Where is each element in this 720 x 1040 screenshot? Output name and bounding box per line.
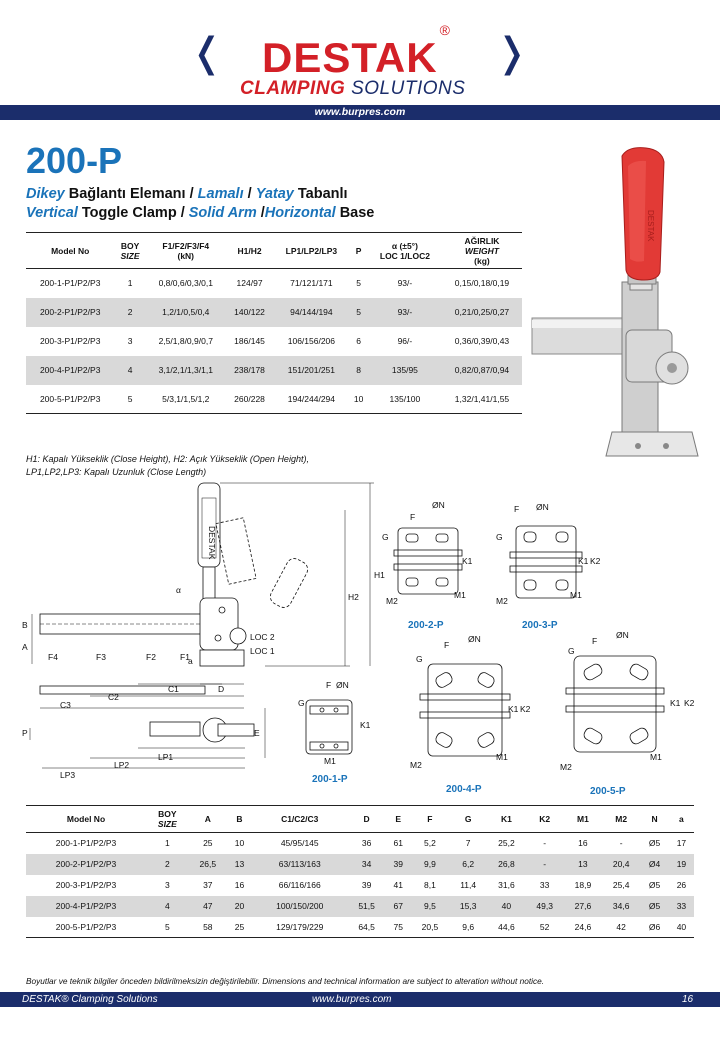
table-cell: 2,5/1,8/0,9/0,7 bbox=[158, 336, 213, 346]
logo bbox=[0, 18, 720, 98]
subtitle-text: / bbox=[243, 186, 256, 202]
table-cell: 51,5 bbox=[347, 896, 385, 917]
column-header-line: M2 bbox=[615, 814, 628, 824]
column-header-line: G bbox=[464, 814, 472, 824]
table-cell: 66/116/166 bbox=[278, 880, 321, 890]
subtitle-text: Tabanlı bbox=[293, 186, 348, 202]
label-lp1: LP1 bbox=[158, 752, 174, 762]
column-header-line: N bbox=[651, 814, 658, 824]
table-cell: 5/3,1/1,5/1,2 bbox=[146, 385, 226, 414]
column-header-line: D bbox=[363, 814, 370, 824]
table-cell: 47 bbox=[189, 896, 227, 917]
table-cell: 27,6 bbox=[564, 896, 602, 917]
dimension-notes bbox=[26, 453, 309, 478]
table-body bbox=[26, 269, 522, 414]
table-cell: 94/144/194 bbox=[273, 298, 349, 327]
base3-label-k1: K1 bbox=[578, 556, 589, 566]
table-cell: 4 bbox=[146, 896, 189, 917]
table-row bbox=[26, 298, 522, 327]
column-header bbox=[252, 806, 347, 833]
base-view-200-3 bbox=[496, 502, 601, 631]
table-row bbox=[26, 875, 694, 896]
table-cell: 96/- bbox=[397, 336, 413, 346]
table-cell: 26 bbox=[676, 880, 687, 890]
base-caption: 200-3-P bbox=[522, 620, 558, 631]
base-caption: 200-5-P bbox=[590, 786, 626, 797]
subtitle-accent-word: Yatay bbox=[255, 186, 294, 202]
table-cell: 37 bbox=[203, 880, 213, 890]
table-cell: 33 bbox=[669, 896, 694, 917]
table-cell: 151/201/251 bbox=[273, 356, 349, 385]
label-p: P bbox=[22, 728, 28, 738]
table-cell: 2 bbox=[146, 854, 189, 875]
table-cell: 4 bbox=[114, 356, 145, 385]
table-cell: 17 bbox=[676, 838, 687, 849]
base4-label-g: G bbox=[416, 654, 423, 664]
table-cell: 135/100 bbox=[368, 385, 442, 414]
table-cell: 0,36/0,39/0,43 bbox=[454, 336, 510, 346]
column-header bbox=[114, 233, 145, 269]
table-cell: 36 bbox=[361, 838, 372, 849]
table-cell: Ø4 bbox=[640, 854, 669, 875]
column-header bbox=[227, 806, 252, 833]
table-cell: 15,3 bbox=[449, 896, 487, 917]
base1-label-m1: M1 bbox=[324, 756, 336, 766]
table-cell: 20,4 bbox=[602, 854, 640, 875]
column-header-line: M1 bbox=[577, 814, 589, 824]
column-header bbox=[349, 233, 367, 269]
table-cell: 3,1/2,1/1,3/1,1 bbox=[146, 356, 226, 385]
table-header-row bbox=[26, 806, 694, 833]
base2-label-n: ØN bbox=[432, 500, 445, 510]
spec-table-forces bbox=[26, 232, 522, 414]
column-header bbox=[386, 806, 411, 833]
logo-bracket-left: ❬ bbox=[190, 30, 224, 76]
table-cell: 1 bbox=[127, 278, 133, 289]
table-cell: 45/95/145 bbox=[280, 838, 319, 849]
table-cell: 40 bbox=[487, 896, 525, 917]
base4-label-m2: M2 bbox=[410, 760, 422, 770]
brand-text: DESTAK bbox=[262, 34, 438, 81]
brand-name bbox=[262, 22, 451, 82]
base3-label-n: ØN bbox=[536, 502, 549, 512]
table-cell: 135/95 bbox=[368, 356, 442, 385]
column-header-line: F bbox=[427, 814, 433, 824]
table-cell: 5 bbox=[349, 298, 367, 327]
column-header bbox=[411, 806, 449, 833]
table-cell: 5 bbox=[146, 917, 189, 938]
base2-label-k1: K1 bbox=[462, 556, 473, 566]
table-cell: 71/121/171 bbox=[290, 278, 333, 289]
label-lp3: LP3 bbox=[60, 770, 76, 780]
column-header bbox=[26, 806, 146, 833]
table-cell: 64,5 bbox=[347, 917, 385, 938]
base5-label-k2: K2 bbox=[684, 698, 695, 708]
label-f2: F2 bbox=[146, 652, 156, 662]
label-lp2: LP2 bbox=[114, 760, 130, 770]
label-c3: C3 bbox=[60, 700, 71, 710]
model-number-cell: 200-5-P1/P2/P3 bbox=[26, 385, 114, 414]
column-header bbox=[273, 233, 349, 269]
column-header-line: BOY bbox=[158, 809, 177, 819]
subtitle-text: / bbox=[256, 205, 265, 221]
base3-label-m1: M1 bbox=[570, 590, 582, 600]
base5-label-k1: K1 bbox=[670, 698, 681, 708]
model-number-cell: 200-3-P1/P2/P3 bbox=[55, 880, 117, 890]
base2-label-m1: M1 bbox=[454, 590, 466, 600]
base-caption: 200-4-P bbox=[446, 784, 482, 795]
base4-label-n: ØN bbox=[468, 634, 481, 644]
label-d: D bbox=[218, 684, 225, 694]
table-cell: 26,5 bbox=[189, 854, 227, 875]
model-number-cell: 200-3-P1/P2/P3 bbox=[39, 336, 101, 346]
base5-label-m2: M2 bbox=[560, 762, 572, 772]
table-cell: 8 bbox=[349, 356, 367, 385]
label-h1: H1 bbox=[374, 570, 385, 580]
table-body bbox=[26, 833, 694, 938]
column-header-line: a bbox=[679, 814, 684, 824]
column-header-line: A bbox=[204, 814, 211, 824]
base-view-200-1 bbox=[298, 680, 371, 785]
model-number-cell: 200-4-P1/P2/P3 bbox=[26, 896, 146, 917]
table-cell: 6 bbox=[356, 336, 361, 346]
column-header-line: H1/H2 bbox=[237, 245, 262, 256]
spec-table-dimensions bbox=[26, 805, 694, 938]
table-cell: 9,5 bbox=[411, 896, 449, 917]
column-header-line: LP1/LP2/LP3 bbox=[285, 245, 338, 256]
table-cell: 11,4 bbox=[460, 880, 477, 890]
table-row bbox=[26, 356, 522, 385]
table-cell: 129/179/229 bbox=[252, 917, 347, 938]
table-cell: 41 bbox=[393, 880, 403, 890]
table-cell: 58 bbox=[189, 917, 227, 938]
column-header-line: BOY bbox=[120, 240, 140, 251]
column-header bbox=[146, 233, 226, 269]
label-a-dim: A bbox=[22, 642, 28, 652]
base5-label-g: G bbox=[568, 646, 575, 656]
column-header-line: α (±5°) bbox=[391, 240, 418, 251]
base4-label-k1: K1 bbox=[508, 704, 519, 714]
column-header bbox=[487, 806, 525, 833]
page-number: 16 bbox=[682, 994, 694, 1005]
column-header-line: E bbox=[395, 814, 402, 824]
column-header bbox=[602, 806, 640, 833]
label-b: B bbox=[22, 620, 28, 630]
table-cell: 100/150/200 bbox=[252, 896, 347, 917]
base3-label-g: G bbox=[496, 532, 503, 542]
column-header-line: SIZE bbox=[120, 250, 140, 261]
table-cell: 34,6 bbox=[602, 896, 640, 917]
table-cell: 1 bbox=[165, 838, 170, 849]
column-header-line: F1/F2/F3/F4 bbox=[162, 240, 210, 251]
base-view-200-2 bbox=[382, 500, 473, 631]
table-cell: 6,2 bbox=[449, 854, 487, 875]
table-cell: 10 bbox=[349, 385, 367, 414]
table-cell: 16 bbox=[578, 838, 588, 849]
table-cell: 0,15/0,18/0,19 bbox=[454, 278, 510, 289]
label-c2: C2 bbox=[108, 692, 119, 702]
model-number-cell: 200-4-P1/P2/P3 bbox=[26, 356, 114, 385]
table-cell: 34 bbox=[347, 854, 385, 875]
table-cell: 13 bbox=[227, 854, 252, 875]
label-alpha: α bbox=[176, 585, 181, 595]
subtitle-text: Bağlantı Elemanı / bbox=[64, 186, 198, 202]
drawing-handle-text: DESTAK bbox=[207, 526, 217, 560]
column-header bbox=[526, 806, 564, 833]
label-f4: F4 bbox=[48, 652, 58, 662]
column-header bbox=[640, 806, 669, 833]
table-cell: 260/228 bbox=[226, 385, 274, 414]
table-cell: 39 bbox=[361, 880, 372, 890]
column-header-line: K2 bbox=[539, 814, 551, 824]
base3-label-f: F bbox=[514, 504, 520, 514]
table-cell: 238/178 bbox=[226, 356, 274, 385]
base-view-200-4 bbox=[410, 634, 531, 795]
footer-url[interactable]: www.burpres.com bbox=[312, 994, 392, 1005]
column-header-line: WEIGHT bbox=[464, 245, 499, 256]
column-header bbox=[669, 806, 694, 833]
table-cell: 33 bbox=[539, 880, 550, 890]
column-header-line: AĞIRLIK bbox=[464, 235, 500, 246]
table-row bbox=[26, 854, 694, 875]
column-header-line: (kg) bbox=[474, 255, 490, 266]
model-number-cell: 200-2-P1/P2/P3 bbox=[26, 854, 146, 875]
table-header-row bbox=[26, 233, 522, 269]
column-header bbox=[347, 806, 385, 833]
table-cell: 25 bbox=[227, 917, 252, 938]
column-header-line: LOC 1/LOC2 bbox=[379, 250, 430, 261]
table-cell: - bbox=[619, 838, 623, 849]
label-f1: F1 bbox=[180, 652, 190, 662]
tagline-clamping: CLAMPING bbox=[240, 78, 346, 99]
subtitle-accent-word: Horizontal bbox=[264, 205, 336, 221]
top-url-bar bbox=[0, 105, 720, 120]
note-line: H1: Kapalı Yükseklik (Close Height), H2: Açık Yükseklik (Open Height), bbox=[26, 454, 309, 464]
subtitle-text: Toggle Clamp / bbox=[77, 205, 189, 221]
base3-label-m2: M2 bbox=[496, 596, 508, 606]
table-cell: 16 bbox=[234, 880, 245, 890]
table-cell: 10 bbox=[234, 838, 245, 849]
base4-label-f: F bbox=[444, 640, 450, 650]
column-header-line: B bbox=[236, 814, 243, 824]
base5-label-f: F bbox=[592, 636, 598, 646]
table-cell: 7 bbox=[465, 838, 471, 849]
column-header-line: K1 bbox=[500, 814, 512, 824]
subtitle-english bbox=[26, 205, 374, 221]
table-cell: - bbox=[526, 854, 564, 875]
table-cell: 25,4 bbox=[612, 880, 630, 890]
base-caption: 200-1-P bbox=[312, 774, 348, 785]
model-number-cell: 200-1-P1/P2/P3 bbox=[55, 838, 117, 849]
table-cell: 106/156/206 bbox=[287, 336, 336, 346]
table-cell: 186/145 bbox=[234, 336, 265, 346]
table-row bbox=[26, 385, 522, 414]
logo-bracket-right: ❭ bbox=[495, 30, 529, 76]
label-f3: F3 bbox=[96, 652, 106, 662]
label-loc2: LOC 2 bbox=[250, 632, 275, 642]
table-cell: 140/122 bbox=[226, 298, 274, 327]
table-cell: 2 bbox=[114, 298, 145, 327]
column-header-line: P bbox=[355, 245, 362, 256]
table-cell: 20,5 bbox=[411, 917, 449, 938]
table-cell: 5 bbox=[114, 385, 145, 414]
table-cell: 0,21/0,25/0,27 bbox=[442, 298, 522, 327]
column-header bbox=[368, 233, 442, 269]
table-row bbox=[26, 896, 694, 917]
table-cell: 39 bbox=[386, 854, 411, 875]
table-cell: 40 bbox=[669, 917, 694, 938]
column-header bbox=[26, 233, 114, 269]
label-loc1: LOC 1 bbox=[250, 646, 275, 656]
column-header-line: Model No bbox=[51, 245, 90, 256]
base-caption: 200-2-P bbox=[408, 620, 444, 631]
label-h2: H2 bbox=[348, 592, 359, 602]
table-cell: 124/97 bbox=[236, 278, 263, 289]
base1-label-n: ØN bbox=[336, 680, 349, 690]
note-line: LP1,LP2,LP3: Kapalı Uzunluk (Close Length) bbox=[26, 466, 207, 477]
table-cell: 5 bbox=[356, 278, 361, 289]
table-cell: 0,8/0,6/0,3/0,1 bbox=[158, 278, 213, 289]
model-number-cell: 200-1-P1/P2/P3 bbox=[39, 278, 101, 289]
model-number-cell: 200-5-P1/P2/P3 bbox=[26, 917, 146, 938]
column-header-line: Model No bbox=[66, 814, 106, 824]
technical-drawing bbox=[10, 478, 710, 800]
base1-label-g: G bbox=[298, 698, 305, 708]
base1-label-k1: K1 bbox=[360, 720, 371, 730]
table-cell: 44,6 bbox=[487, 917, 525, 938]
base2-label-f: F bbox=[410, 512, 416, 522]
table-cell: 26,8 bbox=[487, 854, 525, 875]
table-cell: 0,82/0,87/0,94 bbox=[442, 356, 522, 385]
table-cell: 93/- bbox=[397, 278, 413, 289]
column-header bbox=[442, 233, 522, 269]
table-cell: 194/244/294 bbox=[273, 385, 349, 414]
subtitle-accent-word: Dikey bbox=[26, 186, 65, 202]
table-cell: Ø5 bbox=[640, 896, 669, 917]
table-cell: 20 bbox=[227, 896, 252, 917]
table-row bbox=[26, 917, 694, 938]
table-cell: 19 bbox=[669, 854, 694, 875]
base4-label-k2: K2 bbox=[520, 704, 531, 714]
table-cell: 93/- bbox=[368, 298, 442, 327]
column-header-line: C1/C2/C3 bbox=[281, 814, 319, 824]
column-header bbox=[564, 806, 602, 833]
column-header bbox=[449, 806, 487, 833]
tagline bbox=[240, 78, 465, 100]
subtitle-turkish bbox=[26, 186, 348, 202]
handle-logo-text: DESTAK bbox=[646, 210, 655, 242]
table-cell: Ø6 bbox=[640, 917, 669, 938]
table-cell: 25 bbox=[203, 838, 213, 849]
subtitle-text: Base bbox=[335, 205, 375, 221]
table-cell: 9,9 bbox=[411, 854, 449, 875]
column-header bbox=[226, 233, 274, 269]
table-cell: 25,2 bbox=[498, 838, 515, 849]
base2-label-g: G bbox=[382, 532, 389, 542]
table-cell: Ø5 bbox=[648, 838, 661, 849]
table-row bbox=[26, 327, 522, 356]
table-cell: 13 bbox=[564, 854, 602, 875]
table-cell: - bbox=[543, 838, 547, 849]
subtitle-accent-word: Solid Arm bbox=[188, 205, 257, 221]
table-cell: 1,2/1/0,5/0,4 bbox=[146, 298, 226, 327]
footer bbox=[0, 992, 720, 1007]
top-url[interactable]: www.burpres.com bbox=[314, 106, 406, 118]
label-a-small: a bbox=[188, 656, 193, 666]
table-cell: 52 bbox=[526, 917, 564, 938]
label-e: E bbox=[254, 728, 260, 738]
base4-label-m1: M1 bbox=[496, 752, 508, 762]
subtitle-accent-word: Vertical bbox=[26, 205, 78, 221]
table-cell: 63/113/163 bbox=[252, 854, 347, 875]
base-view-200-5 bbox=[560, 630, 695, 797]
table-cell: Ø5 bbox=[648, 880, 661, 890]
product-title: 200-P bbox=[26, 140, 123, 181]
table-cell: 61 bbox=[393, 838, 403, 849]
column-header-line: SIZE bbox=[157, 819, 177, 829]
table-cell: 67 bbox=[386, 896, 411, 917]
column-header bbox=[146, 806, 189, 833]
base3-label-k2: K2 bbox=[590, 556, 601, 566]
table-row bbox=[26, 833, 694, 854]
table-cell: 3 bbox=[127, 336, 133, 346]
registered-mark: ® bbox=[439, 22, 451, 38]
table-cell: 75 bbox=[386, 917, 411, 938]
label-c1: C1 bbox=[168, 684, 179, 694]
tagline-solutions: SOLUTIONS bbox=[351, 78, 466, 99]
footer-brand: DESTAK® Clamping Solutions bbox=[22, 994, 158, 1005]
column-header-line: (kN) bbox=[177, 250, 195, 261]
disclaimer: Boyutlar ve teknik bilgiler önceden bildirilmeksizin değiştirilebilir. Dimensions and technical information are subject to alteration without notice. bbox=[26, 976, 545, 986]
table-cell: 5,2 bbox=[423, 838, 436, 849]
model-number-cell: 200-2-P1/P2/P3 bbox=[26, 298, 114, 327]
table-cell: 8,1 bbox=[423, 880, 436, 890]
table-cell: 31,6 bbox=[498, 880, 515, 890]
column-header bbox=[189, 806, 227, 833]
base1-label-f: F bbox=[326, 680, 332, 690]
base5-label-n: ØN bbox=[616, 630, 629, 640]
table-cell: 42 bbox=[602, 917, 640, 938]
table-cell: 3 bbox=[165, 880, 170, 890]
subtitle-accent-word: Lamalı bbox=[197, 186, 244, 202]
table-cell: 9,6 bbox=[449, 917, 487, 938]
table-cell: 1,32/1,41/1,55 bbox=[442, 385, 522, 414]
base2-label-m2: M2 bbox=[386, 596, 398, 606]
table-row bbox=[26, 269, 522, 298]
table-cell: 24,6 bbox=[564, 917, 602, 938]
table-cell: 18,9 bbox=[574, 880, 592, 890]
table-cell: 49,3 bbox=[526, 896, 564, 917]
product-photo bbox=[530, 140, 705, 470]
base5-label-m1: M1 bbox=[650, 752, 662, 762]
